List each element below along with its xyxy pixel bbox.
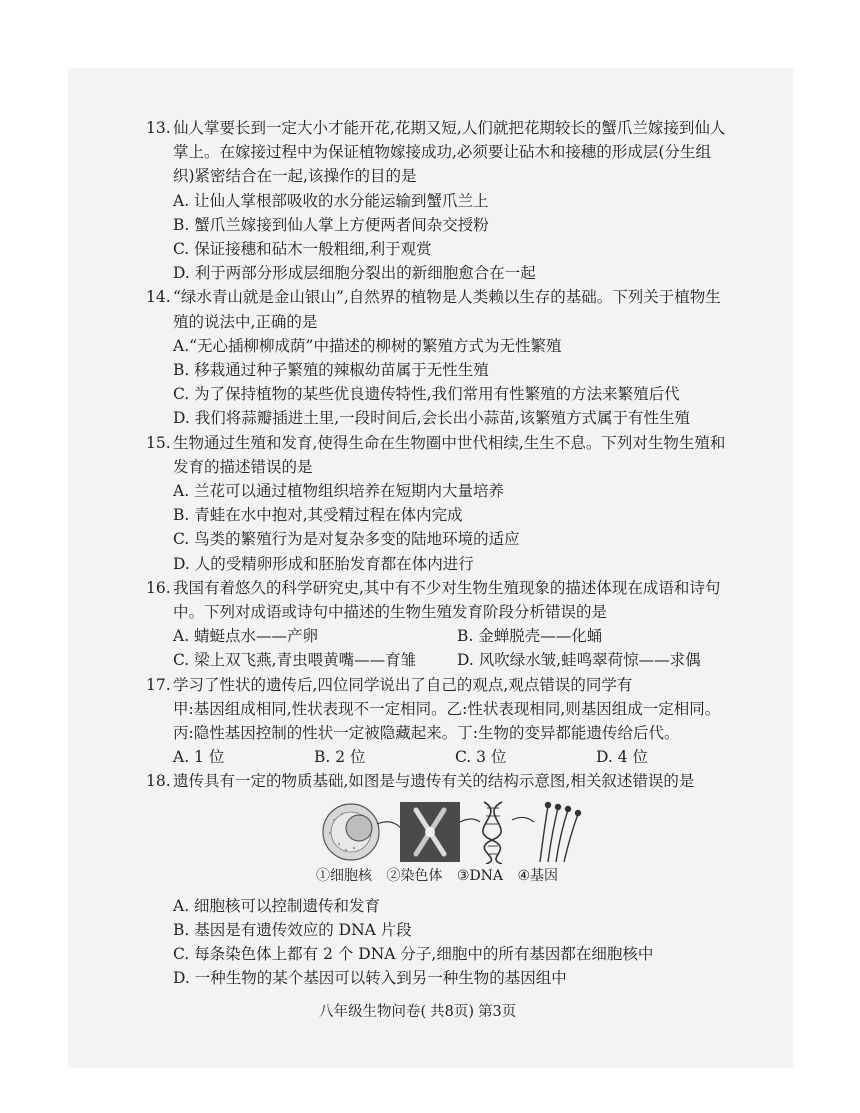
- question-stem: 学习了性状的遗传后,四位同学说出了自己的观点,观点错误的同学有: [173, 675, 633, 694]
- option-d: D. 一种生物的某个基因可以转入到另一种生物的基因组中: [173, 969, 567, 988]
- option-b: B. 移栽通过种子繁殖的辣椒幼苗属于无性生殖: [173, 361, 489, 380]
- label-nucleus: ①细胞核: [316, 867, 372, 884]
- question-stem: 甲:基因组成相同,性状表现不一定相同。乙:性状表现相同,则基因组成一定相同。: [173, 699, 721, 718]
- option-b: B. 蟹爪兰嫁接到仙人掌上方便两者间杂交授粉: [173, 215, 489, 234]
- footer-total-pages: 共8页): [430, 1004, 475, 1020]
- option-a: A.“无心插柳柳成荫”中描述的柳树的繁殖方式为无性繁殖: [173, 336, 562, 355]
- question-stem: 掌上。在嫁接过程中为保证植物嫁接成功,必须要让砧木和接穗的形成层(分生组: [173, 143, 711, 162]
- page-footer: [319, 1000, 520, 1021]
- question-stem: “绿水青山就是金山银山”,自然界的植物是人类赖以生存的基础。下列关于植物生: [173, 288, 721, 307]
- option-c: C. 3 位: [455, 748, 507, 767]
- figure-caption: [316, 864, 568, 888]
- figure-illustration: [146, 800, 756, 864]
- question-stem: 我国有着悠久的科学研究史,其中有不少对生物生殖现象的描述体现在成语和诗句: [173, 578, 721, 597]
- option-a: A. 让仙人掌根部吸收的水分能运输到蟹爪兰上: [173, 191, 489, 210]
- option-a: A. 兰花可以通过植物组织培养在短期内大量培养: [173, 482, 505, 501]
- question-stem: 丙:隐性基因控制的性状一定被隐藏起来。丁:生物的变异都能遗传给后代。: [173, 724, 680, 743]
- cell-nucleus-icon: [323, 804, 379, 860]
- question-17: [146, 673, 756, 770]
- question-stem: 生物通过生殖和发育,使得生命在生物圈中世代相续,生生不息。下列对生物生殖和: [173, 433, 726, 452]
- question-15: [146, 431, 756, 576]
- footer-title: 八年级生物问卷(: [319, 1004, 427, 1020]
- option-b: B. 青蛙在水中抱对,其受精过程在体内完成: [173, 506, 463, 525]
- question-stem: 殖的说法中,正确的是: [173, 312, 318, 331]
- option-c: C. 保证接穗和砧木一般粗细,利于观赏: [173, 240, 432, 259]
- question-stem: 中。下列对成语或诗句中描述的生物生殖发育阶段分析错误的是: [173, 603, 608, 622]
- option-b: B. 2 位: [314, 748, 366, 767]
- label-gene: ④基因: [517, 867, 559, 884]
- question-stem: 仙人掌要长到一定大小才能开花,花期又短,人们就把花期较长的蟹爪兰嫁接到仙人: [173, 119, 726, 137]
- option-a: A. 蜻蜓点水——产卵: [173, 627, 319, 646]
- question-stem: 织)紧密结合在一起,该操作的目的是: [173, 167, 417, 186]
- dna-helix-icon: [483, 802, 502, 864]
- option-d: D. 利于两部分形成层细胞分裂出的新细胞愈合在一起: [173, 264, 536, 283]
- question-number: 15.: [146, 433, 171, 452]
- option-b: B. 基因是有遗传效应的 DNA 片段: [173, 920, 412, 939]
- question-13: [146, 116, 756, 285]
- question-18: [146, 769, 756, 990]
- option-b: B. 金蝉脱壳——化蛹: [457, 627, 603, 646]
- question-14: [146, 285, 756, 430]
- chromosome-icon: [400, 802, 460, 862]
- question-number: 14.: [146, 288, 171, 307]
- gene-icon: [540, 802, 581, 862]
- option-c: C. 梁上双飞燕,青虫喂黄嘴——育雏: [173, 651, 417, 670]
- option-a: A. 细胞核可以控制遗传和发育: [173, 896, 381, 915]
- option-c: C. 为了保持植物的某些优良遗传特性,我们常用有性繁殖的方法来繁殖后代: [173, 385, 680, 404]
- option-d: D. 风吹绿水皱,蛙鸣翠荷惊——求偶: [457, 651, 701, 670]
- option-a: A. 1 位: [173, 748, 225, 767]
- question-stem: 发育的描述错误的是: [173, 457, 313, 476]
- option-row: [146, 745, 756, 769]
- option-row: [146, 624, 756, 648]
- question-number: 18.: [146, 772, 171, 791]
- genetics-figure: [146, 800, 756, 892]
- question-number: 16.: [146, 578, 171, 597]
- label-dna: ③DNA: [456, 867, 504, 884]
- option-d: D. 4 位: [596, 748, 649, 767]
- footer-page-number: 第3页: [478, 1004, 517, 1020]
- label-chromosome: ②染色体: [386, 867, 443, 884]
- option-c: C. 每条染色体上都有 2 个 DNA 分子,细胞中的所有基因都在细胞核中: [173, 945, 654, 964]
- option-c: C. 鸟类的繁殖行为是对复杂多变的陆地环境的适应: [173, 530, 520, 549]
- option-row: [146, 648, 756, 672]
- question-16: [146, 576, 756, 673]
- option-d: D. 人的受精卵形成和胚胎发育都在体内进行: [173, 554, 474, 573]
- question-number: 13.: [146, 119, 171, 137]
- question-stem: 遗传具有一定的物质基础,如图是与遗传有关的结构示意图,相关叙述错误的是: [173, 772, 695, 791]
- question-list: [146, 116, 756, 991]
- option-d: D. 我们将蒜瓣插进土里,一段时间后,会长出小蒜苗,该繁殖方式属于有性生殖: [173, 409, 691, 428]
- question-number: 17.: [146, 675, 171, 694]
